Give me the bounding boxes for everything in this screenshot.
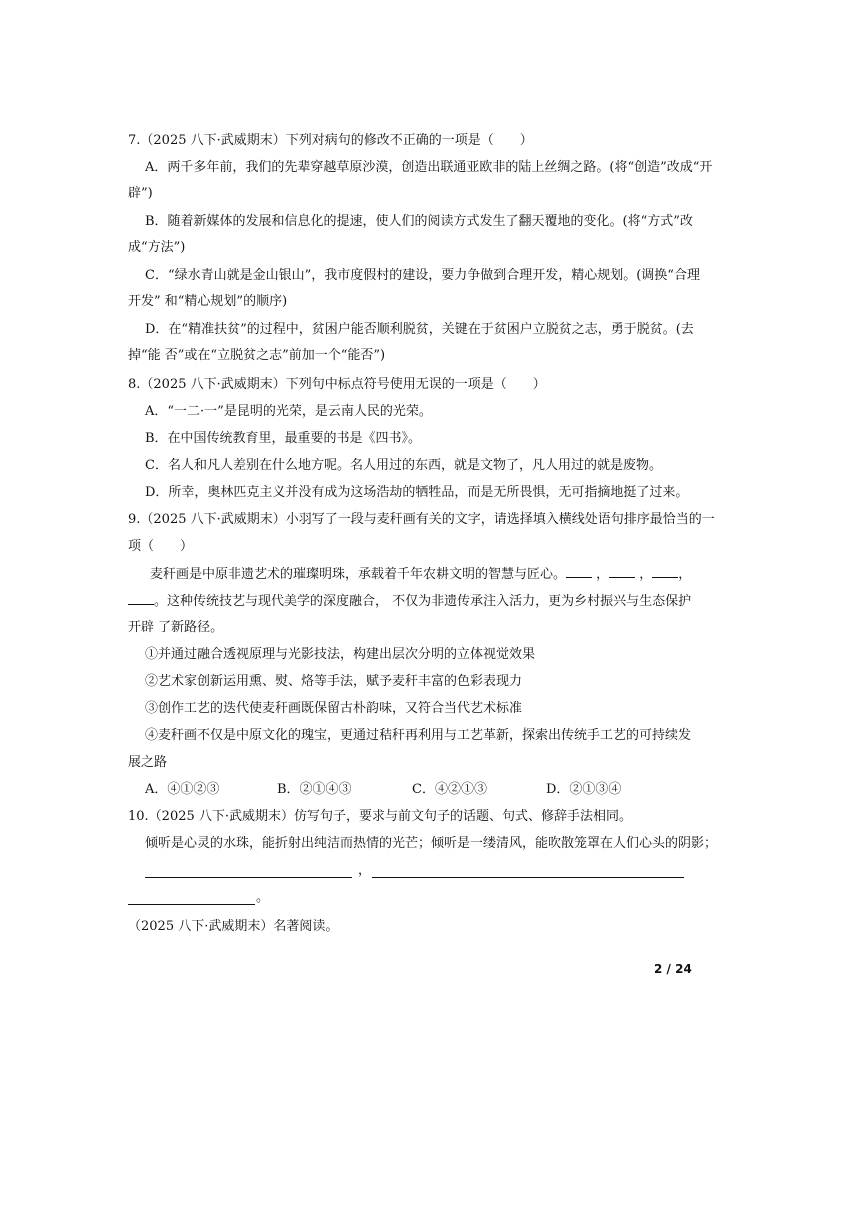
answer-line-3 bbox=[128, 904, 255, 905]
q9-passage-line-3: 开辟 了新路径。 bbox=[128, 620, 224, 635]
answer-line-2 bbox=[372, 877, 684, 878]
q8-option-c: C．名人和凡人差别在什么地方呢。名人用过的东西，就是文物了，凡人用过的就是废物。 bbox=[145, 458, 662, 473]
q9-choice-c: C．④②①③ bbox=[412, 782, 487, 797]
q9-sentence-4: ④麦秆画不仅是中原文化的瑰宝，更通过秸秆再利用与工艺革新，探索出传统手工艺的可持续发 bbox=[145, 728, 692, 743]
q9-sentence-2: ②艺术家创新运用熏、熨、烙等手法，赋予麦秆丰富的色彩表现力 bbox=[145, 674, 523, 689]
question-9-stem-cont: 项（ ） bbox=[128, 539, 194, 554]
answer-line-1 bbox=[145, 877, 352, 878]
fill-blank-4 bbox=[128, 592, 154, 605]
q7-option-d: D．在“精准扶贫”的过程中，贫困户能否顺利脱贫，关键在于贫困户立脱贫之志，勇于脱贫。(去 bbox=[145, 322, 694, 337]
question-10-stem: 10.（2025 八下·武威期末）仿写句子，要求与前文句子的话题、句式、修辞手法相同。 bbox=[128, 809, 633, 824]
q8-option-d: D．所幸，奥林匹克主义并没有成为这场浩劫的牺牲品，而是无所畏惧，无可指摘地挺了过来。 bbox=[145, 485, 689, 500]
q7-option-a-cont: 辟”) bbox=[128, 186, 153, 201]
q9-passage-text-2: 。这种传统技艺与现代美学的深度融合， 不仅为非遗传承注入活力，更为乡村振兴与生态保护 bbox=[154, 594, 692, 609]
fill-blank-1 bbox=[566, 565, 592, 578]
q7-option-c: C．“绿水青山就是金山银山”，我市度假村的建设，要力争做到合理开发，精心规划。(调换“合理 bbox=[145, 268, 700, 283]
q7-option-a: A．两千多年前，我们的先辈穿越草原沙漠，创造出联通亚欧非的陆上丝绸之路。(将“创造”改成“开 bbox=[145, 160, 713, 175]
q9-sentence-3: ③创作工艺的迭代使麦秆画既保留古朴韵味，又符合当代艺术标准 bbox=[145, 701, 523, 716]
q7-option-b-cont: 成“方法”) bbox=[128, 240, 186, 255]
question-9-stem: 9.（2025 八下·武威期末）小羽写了一段与麦秆画有关的文字，请选择填入横线处语句排序最恰当的一 bbox=[128, 512, 715, 527]
q7-option-b: B．随着新媒体的发展和信息化的提速，使人们的阅读方式发生了翻天覆地的变化。(将“方式”改 bbox=[145, 214, 693, 229]
q9-choice-a: A．④①②③ bbox=[145, 782, 220, 797]
fill-blank-2 bbox=[609, 565, 635, 578]
q7-option-c-cont: 开发” 和“精心规划”的顺序) bbox=[128, 294, 288, 309]
q9-passage-line-2 bbox=[128, 592, 691, 611]
answer-comma: ， bbox=[358, 863, 372, 878]
q9-choice-d: D．②①③④ bbox=[546, 782, 622, 797]
reading-section-heading: （2025 八下·武威期末）名著阅读。 bbox=[128, 919, 339, 934]
answer-period: 。 bbox=[256, 890, 270, 905]
q9-choice-b: B．②①④③ bbox=[277, 782, 352, 797]
question-8-stem: 8.（2025 八下·武威期末）下列句中标点符号使用无误的一项是（ ） bbox=[128, 377, 546, 392]
q9-sentence-1: ①并通过融合透视原理与光影技法，构建出层次分明的立体视觉效果 bbox=[145, 647, 536, 662]
q9-passage-text: 麦秆画是中原非遗艺术的璀璨明珠，承载着千年农耕文明的智慧与匠心。 bbox=[150, 567, 567, 582]
q8-option-a: A．“一二·一”是昆明的光荣，是云南人民的光荣。 bbox=[145, 404, 432, 419]
q9-sentence-4-cont: 展之路 bbox=[128, 755, 168, 770]
q7-option-d-cont: 掉“能 否”或在“立脱贫之志”前加一个“能否”) bbox=[128, 348, 386, 363]
q10-prompt-sentence: 倾听是心灵的水珠，能折射出纯洁而热情的光芒；倾听是一缕清风，能吹散笼罩在人们心头的阴影； bbox=[145, 836, 718, 851]
q8-option-b: B．在中国传统教育里，最重要的书是《四书》。 bbox=[145, 431, 422, 446]
page-number: 2 / 24 bbox=[654, 962, 692, 976]
question-7-stem: 7.（2025 八下·武威期末）下列对病句的修改不正确的一项是（ ） bbox=[128, 133, 533, 148]
fill-blank-3 bbox=[652, 565, 678, 578]
q9-passage-line-1: 麦秆画是中原非遗艺术的璀璨明珠，承载着千年农耕文明的智慧与匠心。 ， ， ， bbox=[150, 567, 692, 582]
